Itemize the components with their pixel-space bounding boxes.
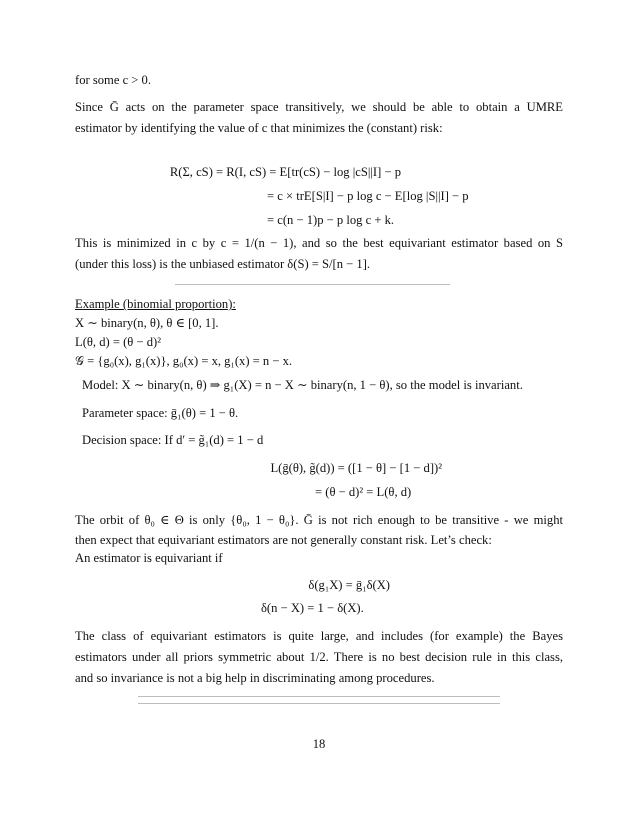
loss-equation-line-1: L(ḡ(θ), g̃(d)) = ([1 − θ] − [1 − d])²	[270, 461, 442, 475]
risk-equation-line-1: R(Σ, cS) = R(I, cS) = E[tr(cS) − log |cS||I] − p	[169, 165, 401, 179]
paragraph-line: 𝒢 = {g₀(x), g₁(x)}, g₀(x) = x, g₁(x) = n − x.	[75, 354, 293, 368]
loss-equation-line-2: = (θ − d)² = L(θ, d)	[315, 485, 412, 499]
paragraph-line: L(θ, d) = (θ − d)²	[75, 335, 161, 349]
paragraph-line: estimator by identifying the value of c that minimizes the (constant) risk:	[75, 121, 443, 135]
section-divider	[175, 284, 450, 285]
section-divider	[138, 696, 500, 697]
paragraph-line: and so invariance is not a big help in discriminating among procedures.	[75, 671, 435, 685]
paragraph-line: Model: X ∼ binary(n, θ) ⇒ g₁(X) = n − X ∼ binary(n, 1 − θ), so the model is invariant.	[82, 378, 523, 392]
equivariance-equation-line-2: δ(n − X) = 1 − δ(X).	[261, 601, 364, 615]
paragraph-line: (under this loss) is the unbiased estimator δ(S) = S/[n − 1].	[75, 257, 371, 271]
risk-equation-line-2: = c × trE[S|I] − p log c − E[log |S||I] − p	[267, 189, 469, 203]
equivariance-equation-line-1: δ(g₁X) = ḡ₁δ(X)	[308, 578, 390, 592]
paragraph-line: estimators under all priors symmetric about 1/2. There is no best decision rule in this class,	[75, 650, 563, 664]
paragraph-line: The orbit of θ₀ ∈ Θ is only {θ₀, 1 − θ₀}. Ḡ is not rich enough to be transitive - we might	[75, 513, 563, 527]
paragraph-line: then expect that equivariant estimators are not generally constant risk. Let’s check:	[75, 533, 492, 547]
paragraph-line: Parameter space: ḡ₁(θ) = 1 − θ.	[82, 406, 239, 420]
paragraph-line: Since Ḡ acts on the parameter space transitively, we should be able to obtain a UMRE	[75, 100, 563, 114]
page-number: 18	[312, 737, 326, 751]
example-heading: Example (binomial proportion):	[75, 297, 236, 311]
paragraph-line: An estimator is equivariant if	[75, 551, 223, 565]
paragraph-line: X ∼ binary(n, θ), θ ∈ [0, 1].	[75, 316, 219, 330]
paragraph-line: for some c > 0.	[75, 73, 151, 87]
section-divider	[138, 703, 500, 704]
risk-equation-line-3: = c(n − 1)p − p log c + k.	[267, 213, 395, 227]
paragraph-line: This is minimized in c by c = 1/(n − 1), and so the best equivariant estimator based on S	[75, 236, 563, 250]
paragraph-line: Decision space: If d′ = g̃₁(d) = 1 − d	[82, 433, 264, 447]
paragraph-line: The class of equivariant estimators is quite large, and includes (for example) the Bayes	[75, 629, 563, 643]
